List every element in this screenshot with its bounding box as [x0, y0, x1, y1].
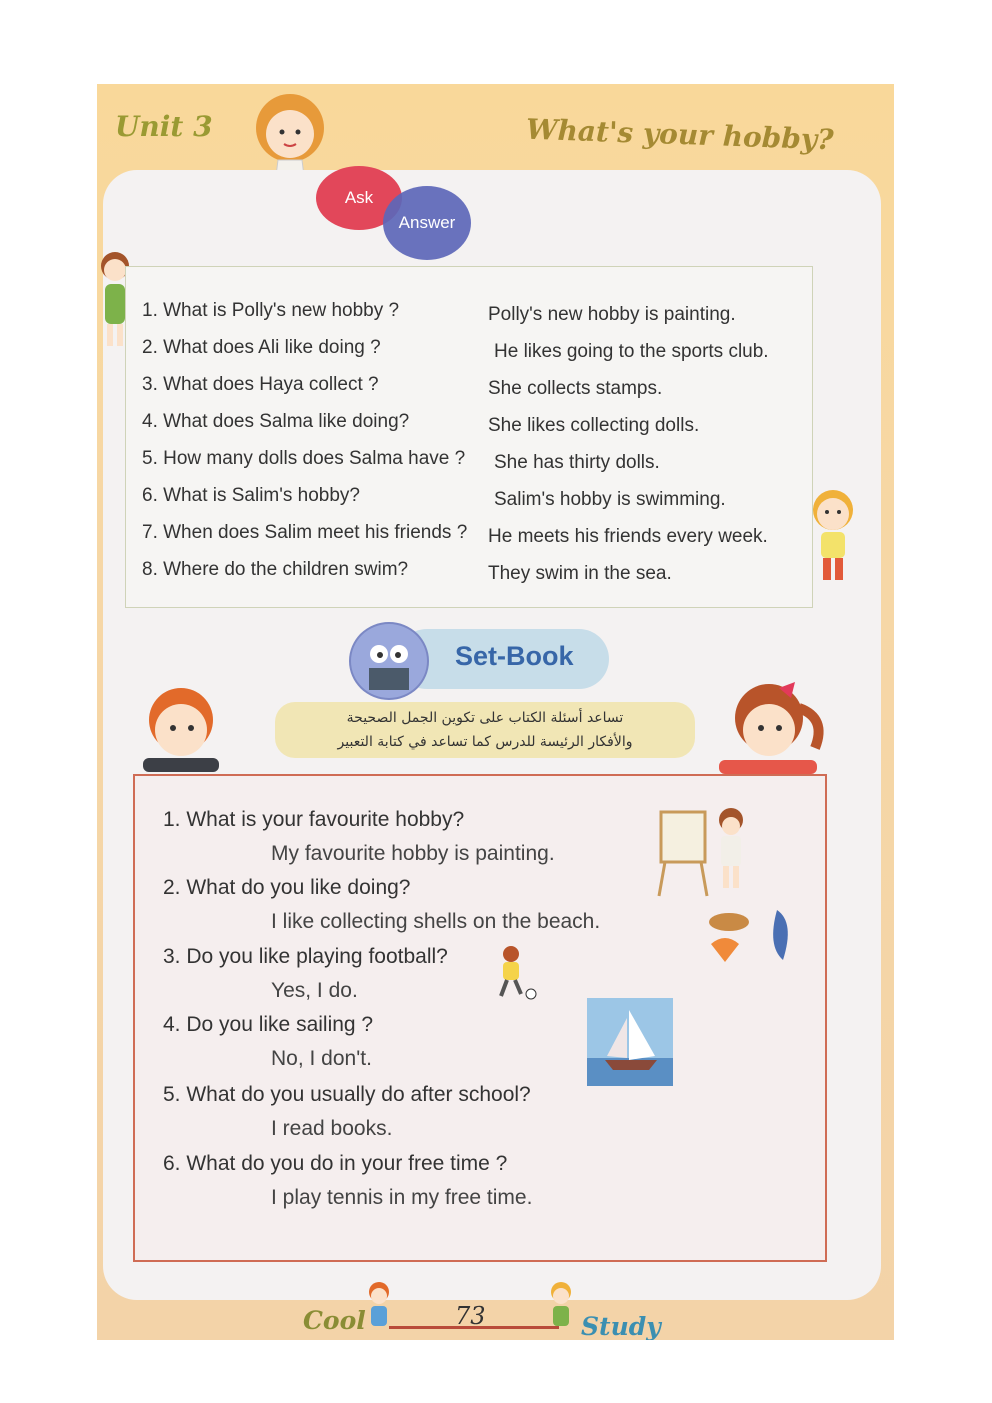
- question: 3. Do you like playing football?: [163, 945, 448, 968]
- set-book-questions-box: [133, 774, 827, 1262]
- qa-row: [142, 374, 812, 406]
- qa-row: [142, 300, 812, 332]
- unit-label: Unit 3: [115, 110, 213, 143]
- set-book-label: Set-Book: [455, 641, 574, 671]
- answer: They swim in the sea.: [488, 563, 672, 584]
- girl-peeking-illustration: [719, 678, 831, 778]
- answer: I read books.: [271, 1117, 393, 1140]
- answer: My favourite hobby is painting.: [271, 842, 555, 865]
- answer: He likes going to the sports club.: [494, 341, 769, 362]
- arabic-instruction: [275, 702, 695, 758]
- question: 1. What is your favourite hobby?: [163, 808, 465, 831]
- book-mascot-icon: [349, 622, 429, 700]
- question: 4. What does Salma like doing?: [142, 411, 410, 432]
- question: 5. How many dolls does Salma have ?: [142, 448, 466, 469]
- question: 5. What do you usually do after school?: [163, 1083, 531, 1106]
- boy-illustration: [803, 488, 863, 588]
- answer: She has thirty dolls.: [494, 452, 660, 473]
- answer: Yes, I do.: [271, 979, 358, 1002]
- question: 2. What do you like doing?: [163, 876, 411, 899]
- football-player-icon: [493, 944, 537, 1000]
- qa-row: [142, 337, 812, 369]
- boy-peeking-illustration: [141, 684, 221, 776]
- qa-row: [142, 522, 812, 554]
- question: 2. What does Ali like doing ?: [142, 337, 381, 358]
- ask-answer-box: [125, 266, 813, 608]
- answer: No, I don't.: [271, 1047, 372, 1070]
- answer-bubble: Answer: [383, 186, 471, 260]
- footer-study-label: Study: [581, 1312, 661, 1340]
- answer: She collects stamps.: [488, 378, 663, 399]
- question: 6. What do you do in your free time ?: [163, 1152, 508, 1175]
- question: 7. When does Salim meet his friends ?: [142, 522, 468, 543]
- answer: She likes collecting dolls.: [488, 415, 700, 436]
- page-number: 73: [455, 1302, 486, 1330]
- answer: Polly's new hobby is painting.: [488, 304, 736, 325]
- arabic-line: والأفكار الرئيسة للدرس كما تساعد في كتابة التعبير: [337, 734, 633, 750]
- sailboat-image: [587, 998, 673, 1086]
- answer: I like collecting shells on the beach.: [271, 910, 601, 933]
- answer: I play tennis in my free time.: [271, 1186, 533, 1209]
- question: 6. What is Salim's hobby?: [142, 485, 360, 506]
- arabic-line: تساعد أسئلة الكتاب على تكوين الجمل الصحيحة: [346, 710, 624, 726]
- book-page: [97, 84, 894, 1340]
- lesson-title: What's your hobby?: [525, 112, 835, 157]
- answer: He meets his friends every week.: [488, 526, 768, 547]
- question: 8. Where do the children swim?: [142, 559, 409, 580]
- question: 1. What is Polly's new hobby ?: [142, 300, 400, 321]
- qa-row: [142, 448, 812, 480]
- question: 4. Do you like sailing ?: [163, 1013, 374, 1036]
- footer-boy-right-illustration: [541, 1280, 581, 1336]
- painting-easel-illustration: [655, 802, 753, 898]
- question: 3. What does Haya collect ?: [142, 374, 379, 395]
- shells-illustration: [707, 906, 799, 968]
- answer: Salim's hobby is swimming.: [494, 489, 726, 510]
- footer-cool-label: Cool: [303, 1306, 366, 1335]
- qa-row: [142, 559, 812, 591]
- qa-row: [142, 485, 812, 517]
- qa-row: [142, 411, 812, 443]
- ask-bubble: Ask: [316, 166, 402, 230]
